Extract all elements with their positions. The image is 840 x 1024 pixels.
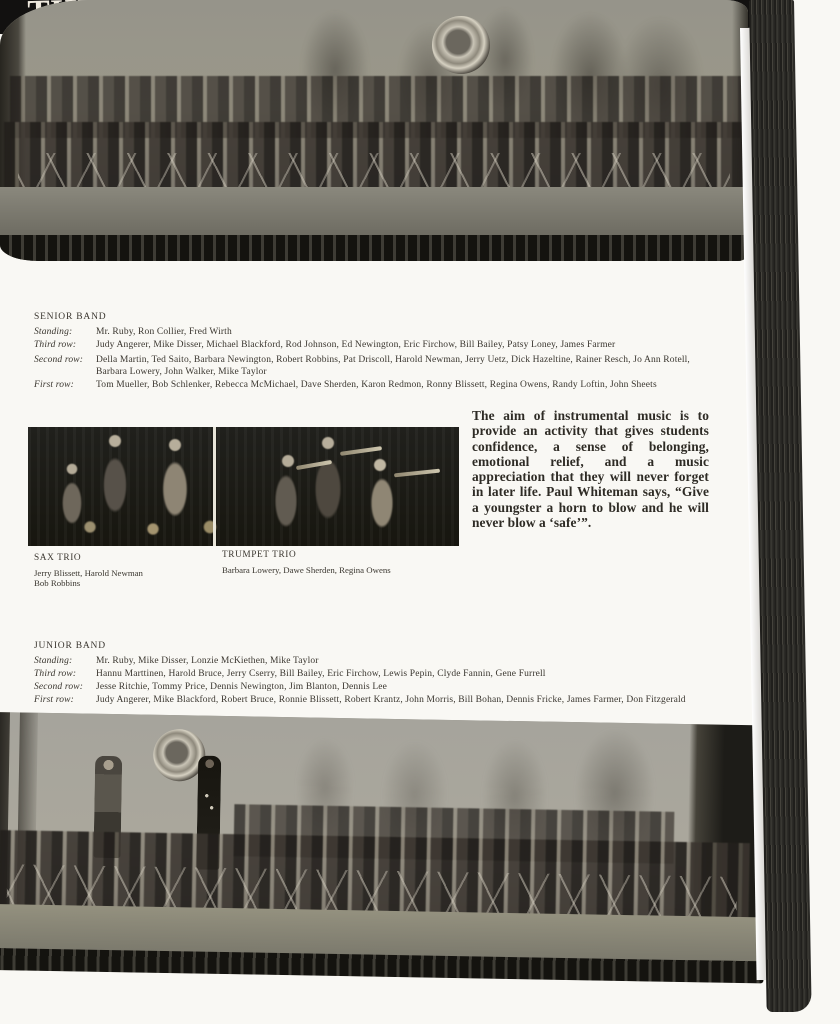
row-names: Mr. Ruby, Ron Collier, Fred Wirth bbox=[96, 327, 232, 337]
sax-trio-names-line1: Jerry Blissett, Harold Newman bbox=[34, 567, 143, 578]
row-label: Second row: bbox=[34, 355, 84, 365]
junior-band-photo bbox=[0, 712, 768, 983]
row-names: Hannu Marttinen, Harold Bruce, Jerry Cserry, Bill Bailey, Eric Firchow, Lewis Pepin, Clyde Fannin, Gene Furrell bbox=[96, 669, 546, 679]
row-names: Jesse Ritchie, Tommy Price, Dennis Newington, Jim Blanton, Dennis Lee bbox=[96, 682, 388, 692]
row-names: Mr. Ruby, Mike Disser, Lonzie McKiethen, Mike Taylor bbox=[96, 656, 319, 666]
row-label: Third row: bbox=[34, 340, 77, 350]
senior-band-photo bbox=[0, 0, 748, 261]
sousaphone bbox=[432, 16, 490, 74]
trumpet-trio-figures bbox=[28, 427, 459, 546]
caption-row bbox=[34, 655, 734, 667]
row-label: Third row: bbox=[34, 669, 77, 679]
stage-floor bbox=[0, 187, 748, 235]
caption-row bbox=[34, 326, 734, 338]
row-names: Judy Angerer, Mike Disser, Michael Blackford, Rod Johnson, Ed Newington, Eric Firchow, Bill Bailey, Patsy Loney, James Farmer bbox=[96, 340, 616, 350]
row-names: Judy Angerer, Mike Blackford, Robert Bruce, Ronnie Blissett, Robert Krantz, John Morris, Bill Bohan, Dennis Fricke, James Farmer, Don Fitzgerald bbox=[96, 695, 686, 705]
essay-paragraph: The aim of instrumental music is to provide an activity that gives students confidence, a sense of belonging, emotional relief, and a music appreciation that they will never forget in later life. Paul Whiteman says, “Give a youngster a horn to blow and he will never blow a ‘safe’”. bbox=[472, 408, 709, 531]
senior-band-title: SENIOR BAND bbox=[34, 312, 107, 322]
caption-row bbox=[34, 339, 734, 351]
stage-front-edge bbox=[0, 235, 748, 261]
sax-trio-names-line2: Bob Robbins bbox=[34, 578, 81, 588]
row-label: Second row: bbox=[34, 682, 84, 692]
caption-row bbox=[34, 694, 734, 706]
junior-band-caption bbox=[34, 640, 734, 707]
caption-row bbox=[34, 681, 734, 693]
row-names: Tom Mueller, Bob Schlenker, Rebecca McMichael, Dave Sherden, Karon Redmon, Ronny Blissett, Regina Owens, Randy Loftin, John Sheets bbox=[96, 380, 657, 390]
trumpet-trio-names: Barbara Lowery, Dawe Sherden, Regina Owens bbox=[222, 564, 391, 575]
caption-row bbox=[34, 354, 734, 378]
row-label: Standing: bbox=[34, 327, 73, 337]
trumpet-trio-title: TRUMPET TRIO bbox=[222, 550, 297, 560]
senior-band-caption bbox=[34, 311, 734, 392]
sax-trio-title: SAX TRIO bbox=[34, 553, 82, 563]
row-label: Standing: bbox=[34, 656, 73, 666]
row-names: Della Martin, Ted Saito, Barbara Newington, Robert Robbins, Pat Driscoll, Harold Newman, Jerry Uetz, Dick Hazeltine, Rainer Resch, Jo Ann Rotell, Barbara Lowery, John Walker, Mike Taylor bbox=[96, 355, 690, 377]
row-label: First row: bbox=[34, 380, 74, 390]
caption-row bbox=[34, 379, 734, 391]
junior-band-title: JUNIOR BAND bbox=[34, 641, 106, 651]
photo-divider bbox=[213, 427, 216, 546]
caption-row bbox=[34, 668, 734, 680]
sax-trio-caption bbox=[34, 553, 143, 589]
trio-photo bbox=[28, 427, 459, 546]
trumpet-trio-caption bbox=[222, 550, 391, 575]
row-label: First row: bbox=[34, 695, 74, 705]
